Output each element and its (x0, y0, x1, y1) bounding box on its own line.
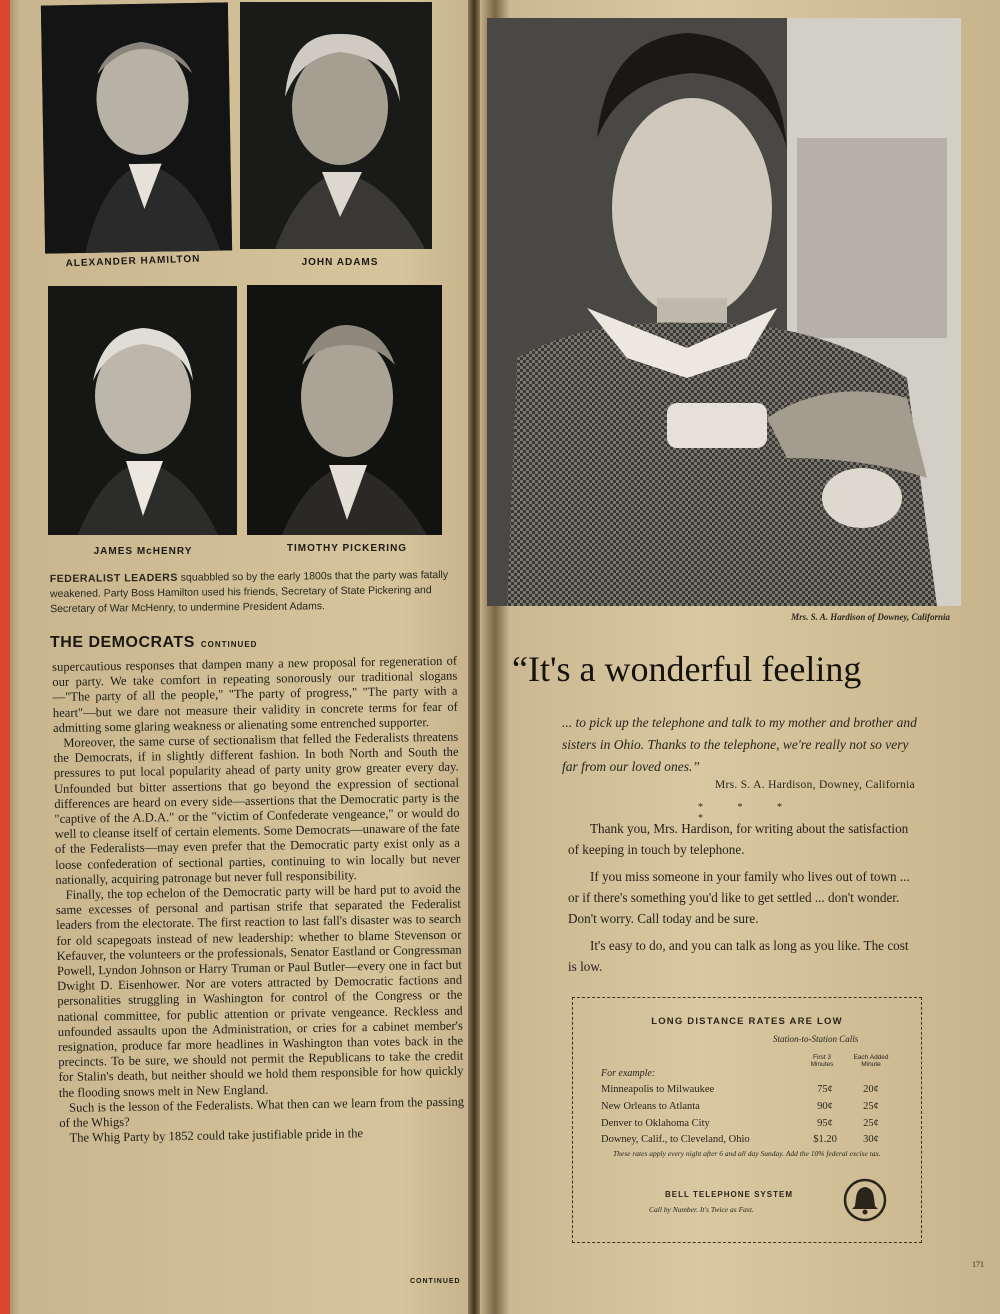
separator-stars: * * * * (698, 802, 798, 824)
rates-note: These rates apply every night after 6 and all day Sunday. Add the 10% federal excise tax. (613, 1149, 881, 1158)
portrait-caption-mchenry: JAMES McHENRY (93, 546, 193, 557)
caption-lead: FEDERALIST LEADERS (49, 571, 178, 586)
portrait-hamilton (41, 2, 232, 253)
portrait-caption-hamilton: ALEXANDER HAMILTON (65, 253, 201, 270)
article-body (52, 654, 467, 1270)
article-paragraph: The Whig Party by 1852 could take justifiable pride in the (69, 1126, 364, 1146)
rate-first: 95¢ (817, 1118, 833, 1129)
adjacent-page-edge (0, 0, 10, 1314)
rates-title: LONG DISTANCE RATES ARE LOW (651, 1016, 843, 1027)
rate-route: Downey, Calif., to Cleveland, Ohio (601, 1134, 750, 1145)
ad-headline: “It's a wonderful feeling (512, 649, 862, 689)
portrait-pickering (247, 285, 442, 535)
rates-subtitle: Station-to-Station Calls (773, 1034, 859, 1044)
continued-footer: CONTINUED (410, 1278, 461, 1285)
company-name: BELL TELEPHONE SYSTEM (665, 1190, 793, 1199)
federalist-caption (50, 568, 450, 617)
caption-text: squabbled so by the early 1800s that the party was fatally weakened. Party Boss Hamilton used his friends, Secretary of State Pickering and Secretary of War McHenry, to undermine President Adams. (49, 568, 449, 616)
col-head-first: First 3 Minutes (810, 1054, 834, 1068)
rate-row (601, 1084, 901, 1100)
section-continued-label: CONTINUED (200, 640, 258, 649)
ad-body-paragraph: It's easy to do, and you can talk as long as you like. The cost is low. (568, 938, 909, 974)
portrait-mchenry (48, 286, 237, 535)
bell-logo-icon (843, 1178, 887, 1222)
col-head-added: Each Added Minute (853, 1054, 889, 1068)
advertisement-photo (487, 18, 961, 606)
rate-row (601, 1101, 901, 1117)
article-paragraph: Such is the lesson of the Federalists. What then can we learn from the passing of the Whigs? (59, 1094, 465, 1131)
rate-route: Denver to Oklahoma City (601, 1118, 710, 1129)
page-number: 171 (972, 1260, 984, 1269)
article-paragraph: supercautious responses that dampen many a new proposal for regeneration of our party. We take comfort in repeating sonorously our traditional slogans—"The party of all the people," "The party of progress," "The party with a heart"—but we dare not measure their validity in concrete terms for fear of admitting some glaring weakness or alienating some entrenched supporter. (52, 653, 458, 735)
ad-body-paragraph: Thank you, Mrs. Hardison, for writing about the satisfaction of keeping in touch by telephone. (568, 821, 909, 857)
article-paragraph: Moreover, the same curse of sectionalism that felled the Federalists threatens the Democrats, if in slightly different fashion. In both North and South the pressures to put local popularity ahead of party unity grow greater every day. Unfounded but bitter assertions that go beyond the expression of sectional differences are heard on every side—assertions that the Democratic party is the "captive of the A.D.A." or the "victim of Confederate vengeance," or would do well to cleanse itself of certain elements. Some Democrats—unaware of the fate of the Federalists—may even prefer that the Democratic party exist only as a loose confederation of sectional parties, continuing to win locally but never nationally, acquiring patronage but never full responsibility. (53, 729, 461, 887)
portrait-caption-pickering: TIMOTHY PICKERING (286, 543, 408, 554)
article-paragraph: Finally, the top echelon of the Democratic party will be hard put to avoid the same excesses of personal and partisan strife that separated the Federalist leaders from the electorate. The first reaction to last fall's disaster was to search for old scapegoats instead of new leadership: whether to blame Stevenson or Kefauver, the volunteers or the professionals, Senator Eastland or Congressman Powell, Lyndon Johnson or Harry Truman or Paul Butler—every one in fact but Dwight D. Eisenhower. Nor are voters attracted by Democratic factions and personalities struggling in Washington for control of the Congress or the national committee, for public attention or private vengeance. Reckless and unfounded assaults upon the Administration, or cries for a cabinet member's resignation, produce far more headlines in Washington than votes back in the precincts. To be sure, we should not permit the Republicans to take the credit for Stalin's death, but neither should we hold them responsible for how quickly the flooding snows melt in New England. (55, 881, 464, 1100)
rate-added: 25¢ (863, 1101, 879, 1112)
rate-first: 75¢ (817, 1084, 833, 1095)
rate-first: 90¢ (817, 1101, 833, 1112)
rate-first: $1.20 (813, 1134, 837, 1145)
rate-added: 25¢ (863, 1118, 879, 1129)
page-gutter (468, 0, 480, 1314)
rate-added: 20¢ (863, 1084, 879, 1095)
example-label: For example: (601, 1068, 656, 1079)
rate-route: New Orleans to Atlanta (601, 1101, 700, 1112)
ad-quote: ... to pick up the telephone and talk to my mother and brother and sisters in Ohio. Thanks to the telephone, we're really not so very far from our loved ones.” (562, 715, 917, 774)
photo-credit: Mrs. S. A. Hardison of Downey, California (791, 612, 950, 622)
rates-box (572, 997, 922, 1243)
rate-route: Minneapolis to Milwaukee (601, 1084, 715, 1095)
rate-added: 30¢ (863, 1134, 879, 1145)
rate-row (601, 1118, 901, 1134)
section-title (50, 634, 257, 652)
ad-body-paragraph: If you miss someone in your family who lives out of town ... or if there's something you'd like to get settled ... don't wonder. Don't worry. Call today and be sure. (568, 869, 910, 926)
company-tagline: Call by Number. It's Twice as Fast. (649, 1205, 754, 1214)
quote-attribution: Mrs. S. A. Hardison, Downey, California (714, 779, 915, 791)
portrait-caption-adams: JOHN ADAMS (301, 257, 379, 268)
portrait-adams (240, 2, 432, 249)
ad-body (568, 818, 920, 983)
section-title-text: THE DEMOCRATS (50, 634, 195, 651)
